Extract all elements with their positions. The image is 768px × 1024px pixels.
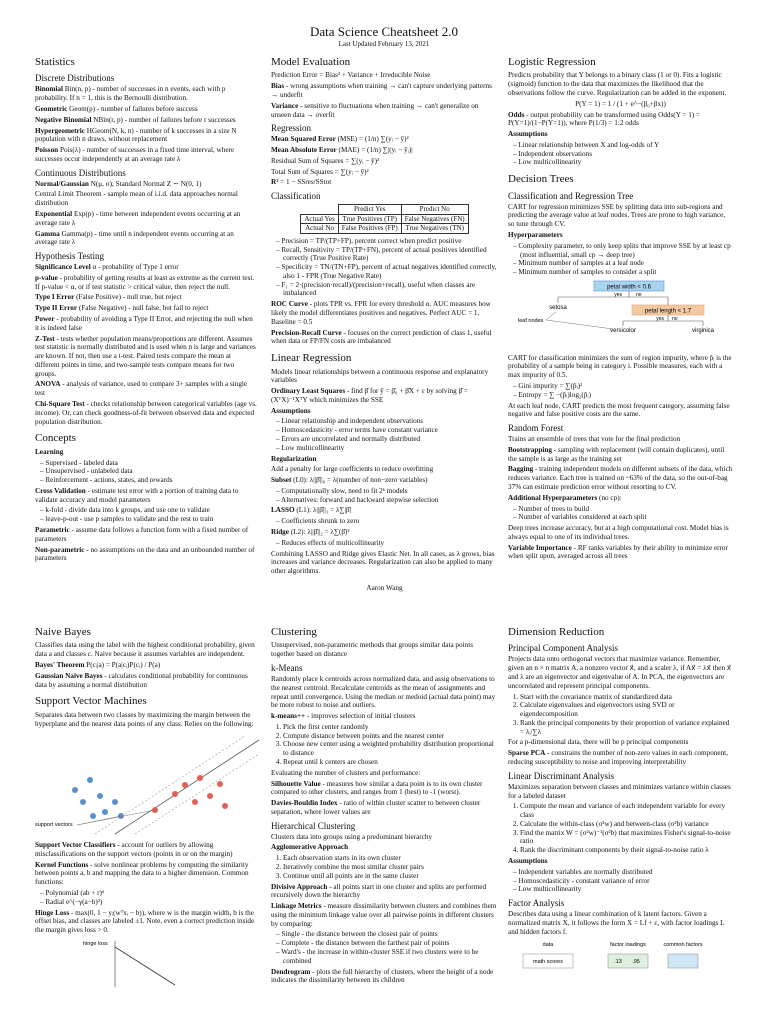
tree-node-2-label: petal length < 1.7 bbox=[644, 308, 692, 315]
svm-intro: Separates data between two classes by maximizing the margin between the hyperplane and the nearest data points of any class. Relies on the following: bbox=[35, 710, 254, 728]
list-item: – Alternatives: forward and backward stepwise selection bbox=[283, 496, 498, 505]
list-item: – Radial e^(−γ(a−b)²) bbox=[47, 898, 260, 907]
list-item: – Single - the distance between the closest pair of points bbox=[283, 930, 498, 939]
definition-item: p-value - probability of getting results at least as extreme as the current test. If p-value < α, or if test statistic > critical value, then reject the null. bbox=[35, 273, 255, 291]
list-item: – Reinforcement - actions, states, and rewards bbox=[47, 476, 257, 485]
fa-loadings-label: factor loadings bbox=[610, 942, 646, 949]
list-item: – Number of trees to build bbox=[520, 505, 733, 514]
lda-intro: Maximizes separation between classes and minimizes variance within classes for a labeled dataset bbox=[508, 782, 731, 800]
hinge-loss-plot bbox=[35, 937, 260, 987]
column-1-top bbox=[35, 50, 257, 575]
variance-paragraph: Variance - sensitive to fluctuations when training → can't generalize on unseen data → overfit bbox=[271, 101, 479, 119]
list-item: – Reduces effects of multicollinearity bbox=[283, 539, 498, 548]
svm-point-red bbox=[182, 782, 188, 788]
naive-bayes-heading: Naive Bayes bbox=[35, 626, 91, 638]
discrete-heading: Discrete Distributions bbox=[35, 73, 115, 84]
concepts-heading: Concepts bbox=[35, 432, 76, 445]
list-item: – Low multicollinearity bbox=[520, 158, 733, 167]
svc-paragraph: Support Vector Classifiers - account for outliers by allowing misclassifications on the support vectors (points in or on the margin) bbox=[35, 841, 233, 858]
svm-point-blue bbox=[90, 813, 96, 819]
dimred-assumptions bbox=[508, 868, 733, 894]
list-item: – Minimum number of samples at a leaf node bbox=[520, 259, 733, 268]
kmeans-heading: k-Means bbox=[271, 662, 303, 673]
ridge-paragraph: Ridge (L2): λ||β̂||₂ = λ∑(β̂)² bbox=[271, 528, 350, 537]
addhyper-paragraph: Additional Hyperparameters (no cp): bbox=[508, 493, 622, 502]
vi-paragraph: Variable Importance - RF ranks variables by their ability to minimize error when split upon, averaged across all trees bbox=[508, 543, 728, 561]
list-item: – k-fold - divide data into k groups, and use one to validate bbox=[47, 506, 257, 515]
list-item: – Minimum number of samples to consider a split bbox=[520, 268, 733, 277]
definition-item: Power - probability of avoiding a Type II Error, and rejecting the null when it is indeed false bbox=[35, 314, 253, 332]
list-item: – Low multicollinearity bbox=[520, 885, 733, 894]
sparse-paragraph: Sparse PCA - constrains the number of non-zero values in each component, reducing susceptibility to noise and improving interpretability bbox=[508, 749, 728, 766]
cm-header-cell: Predict No bbox=[401, 205, 468, 215]
cart-heading: Classification and Regression Tree bbox=[508, 190, 634, 201]
bagging-paragraph: Bagging - training independent models on different subsets of the data, which reduces variance. Each tree is trained on ~63% of the data, so the out-of-bag 37% can estimate prediction error without resorting to CV. bbox=[508, 465, 733, 491]
tree-leaf-versicolor: versicolor bbox=[610, 327, 636, 334]
linreg-assumptions-label: Assumptions bbox=[271, 406, 311, 415]
lasso-paragraph: LASSO (L1): λ||β̂||₁ = λ∑|β̂| bbox=[271, 506, 352, 515]
learning-list bbox=[35, 459, 257, 485]
fa-intro: Describes data using a linear combination of k latent factors. Given a normalized matrix X, it follows the form X = Lf + ε, with factor loadings L and hidden factors f. bbox=[508, 910, 725, 936]
regression-heading: Regression bbox=[271, 123, 311, 134]
column-1-bottom bbox=[35, 620, 260, 1024]
kpp-paragraph: k-means++ - improves selection of initial clusters bbox=[271, 712, 416, 721]
hyper-list bbox=[508, 242, 733, 277]
silhouette-paragraph: Silhouette Value - measures how similar a data point is to its own cluster compared to other clusters, and ranges from 1 (best) to -1 (worst). bbox=[271, 779, 483, 797]
list-item: – Linear relationship and independent observations bbox=[283, 417, 498, 426]
logreg-assumptions bbox=[508, 141, 733, 167]
column-2-bottom bbox=[271, 620, 498, 1024]
list-item: – Homoscedasticity - error terms have constant variance bbox=[283, 426, 498, 435]
regularization-label: Regularization bbox=[271, 454, 317, 463]
divisive-paragraph: Divisive Approach - all points start in one cluster and splits are performed recursively down the hierarchy bbox=[271, 882, 487, 900]
step-item: 2. Compute distance between points and the nearest center bbox=[283, 732, 498, 741]
cm-header-cell: Predict Yes bbox=[338, 205, 401, 215]
rss-line: Residual Sum of Squares = ∑(yᵢ − ŷ)² bbox=[271, 156, 380, 165]
dimred-heading: Dimension Reduction bbox=[508, 626, 605, 638]
statistics-heading: Statistics bbox=[35, 56, 75, 68]
pred-error: Prediction Error = Bias² + Variance + Irreducible Noise bbox=[271, 71, 431, 80]
discrete-list bbox=[35, 85, 257, 163]
link-list bbox=[271, 930, 498, 965]
step-item: 1. Pick the first center randomly bbox=[283, 723, 498, 732]
tree-root-label: petal width < 0.6 bbox=[607, 284, 651, 291]
list-item: – Linear relationship between X and log-odds of Y bbox=[520, 141, 733, 150]
svm-point-red bbox=[172, 791, 178, 797]
fa-factors-label: common factors bbox=[663, 942, 703, 949]
hier-heading: Hierarchical Clustering bbox=[271, 820, 356, 831]
step-item: 2. Iteratively combine the most similar cluster pairs bbox=[283, 863, 498, 872]
pca-heading: Principal Component Analysis bbox=[508, 643, 618, 654]
db-paragraph: Davies-Bouldin Index - ratio of within cluster scatter to between cluster separation, where lower values are bbox=[271, 799, 481, 816]
kmeans-intro: Randomly place k centroids across normalized data, and assig observations to the nearest centroid. Recalculate centroids as the mean of assignments and repeat until convergence. Using the median or medoid (actual data point) may be more robust to noise and outliers. bbox=[271, 674, 496, 710]
rf-intro: Trains an ensemble of trees that vote for the final prediction bbox=[508, 435, 681, 444]
odds-paragraph: Odds - output probability can be transformed using Odds(Y = 1) = P(Y=1)/(1−P(Y=1)), where P(1/3) = 1:2 odds bbox=[508, 110, 701, 128]
definition-item: Type II Error (False Negative) - null false, but fail to reject bbox=[35, 304, 209, 313]
svm-margin-line-2 bbox=[135, 754, 259, 834]
svm-point-blue bbox=[102, 809, 108, 815]
cv-paragraph: Cross Validation - estimate test error with a portion of training data to validate accuracy and model parameters bbox=[35, 486, 239, 504]
list-item: – Unsupervised - unlabeled data bbox=[47, 467, 257, 476]
pca-closing: For a p-dimensional data, there will be p principal components bbox=[508, 738, 689, 747]
confusion-matrix bbox=[300, 204, 468, 234]
gini-intro: CART for classification minimizes the sum of region impurity, where p̂ᵢ is the probability of a sample being in category i. Possible measures, each with a max impurity of 0.5. bbox=[508, 353, 732, 380]
list-item: – Supervised - labeled data bbox=[47, 459, 257, 468]
svm-point-red bbox=[217, 781, 223, 787]
cm-row: Actual No False Positives (FP) True Negatives (TN) bbox=[301, 224, 468, 234]
ridge-list bbox=[271, 539, 498, 548]
dimred-assumptions-label: Assumptions bbox=[508, 856, 548, 865]
tree-yes-label-2: yes bbox=[656, 315, 664, 322]
last-updated: Last Updated February 13, 2021 bbox=[338, 40, 430, 48]
definition-item: ANOVA - analysis of variance, used to compare 3+ samples with a single test bbox=[35, 380, 248, 398]
list-item: – Number of variables considered at each split bbox=[520, 513, 733, 522]
list-item: – Complexity parameter, to only keep splits that improve SSE by at least cp (most influential, small cp → deep tree) bbox=[520, 242, 733, 260]
step-item: 4. Repeat until k centers are chosen bbox=[283, 758, 498, 767]
definition-item: Geometric Geom(p) - number of failures before success bbox=[35, 104, 198, 113]
factor-analysis-diagram bbox=[508, 938, 733, 978]
lda-heading: Linear Discriminant Analysis bbox=[508, 770, 614, 781]
cm-header-row bbox=[301, 205, 468, 215]
kpp-steps bbox=[271, 723, 498, 767]
eval-intro: Evaluating the number of clusters and performance: bbox=[271, 768, 421, 777]
clustering-intro: Unsupervised, non-parametric methods that groups similar data points together based on distance bbox=[271, 641, 474, 659]
definition-item: Significance Level α - probability of Type 1 error bbox=[35, 263, 179, 272]
list-item: – Homoscedasticity - constant variance of error bbox=[520, 877, 733, 886]
trees-heading: Decision Trees bbox=[508, 173, 574, 186]
metrics-list bbox=[271, 237, 498, 298]
svm-point-blue bbox=[112, 799, 118, 805]
agg-label: Agglomerative Approach bbox=[271, 843, 349, 852]
hinge-paragraph: Hinge Loss - max(0, 1 − yᵢ(wᵀxᵢ − b)), where w is the margin width, b is the offset bias, and classes are labeled ±1. Note, even a correct prediction inside the margin gives loss > 0. bbox=[35, 908, 255, 935]
list-item: – Low multicollinearity bbox=[283, 444, 498, 453]
roc-paragraph: ROC Curve - plots TPR vs. FPR for every threshold α. AUC measures how likely the model differentiates positives and negatives. Perfect AUC = 1, Baseline = 0.5 bbox=[271, 300, 491, 326]
continuous-list bbox=[35, 180, 257, 247]
step-item: 1. Compute the mean and variance of each independent variable for every class bbox=[520, 802, 733, 820]
fa-loading-1: .13 bbox=[614, 959, 622, 966]
linreg-assumptions bbox=[271, 417, 498, 452]
column-3-top bbox=[508, 50, 733, 575]
step-item: 3. Find the matrix W = (σ²w)⁻¹(σ²b) that maximizes Fisher's signal-to-noise ratio bbox=[520, 829, 733, 847]
tree-yes-label: yes bbox=[614, 291, 622, 298]
hyper-label: Hyperparameters bbox=[508, 230, 563, 239]
nb-intro: Classifies data using the label with the highest conditional probability, given data a and classes c. Naive because it assumes variables are independent. bbox=[35, 641, 255, 659]
tree-leaf-virginica: virginica bbox=[691, 327, 715, 334]
addhyper-list bbox=[508, 505, 733, 523]
svm-heading: Support Vector Machines bbox=[35, 695, 147, 708]
regularization-text: Add a penalty for large coefficients to reduce overfitting bbox=[271, 465, 434, 474]
pr-paragraph: Precision-Recall Curve - focuses on the correct prediction of class 1, useful when data or FP/FN costs are imbalanced bbox=[271, 328, 492, 346]
gini-list bbox=[508, 382, 733, 400]
subset-paragraph: Subset (L0): λ||β̂||₀ = λ(number of non−zero variables) bbox=[271, 476, 428, 485]
definition-item: Z-Test - tests whether population means/proportions are different. Assumes test statistic is normally distributed and is used when n is large and variances are known. If not, then use a t-test. Paired tests compare the mean at different points in time, and two-sample tests compare means for two groups. bbox=[35, 334, 256, 378]
definition-item: Chi-Square Test - checks relationship between categorical variables (age vs. income). Or, can check goodness-of-fit between observed data and expected population distribution. bbox=[35, 399, 257, 426]
kernel-paragraph: Kernel Functions - solve nonlinear problems by computing the similarity between points a, b and mapping the data to a higher dimension. Common functions: bbox=[35, 860, 249, 887]
svm-point-red bbox=[222, 803, 228, 809]
svm-point-red bbox=[197, 775, 203, 781]
linreg-intro: Models linear relationships between a continuous response and explanatory variables bbox=[271, 367, 489, 385]
svm-point-blue bbox=[72, 787, 78, 793]
decision-tree-diagram bbox=[508, 279, 733, 351]
cm-row: Actual Yes True Positives (TP) False Negatives (FN) bbox=[301, 214, 468, 224]
step-item: 1. Each observation starts in its own cluster bbox=[283, 854, 498, 863]
list-item: – Independent observations bbox=[520, 150, 733, 159]
fa-factors-box bbox=[668, 954, 698, 968]
step-item: 4. Rank the discriminant components by their signal-to-noise ratio λ bbox=[520, 846, 733, 855]
logreg-heading: Logistic Regression bbox=[508, 56, 596, 68]
lasso-list bbox=[271, 517, 498, 526]
list-item: – Entropy = ∑ −(p̂ᵢ)log₂(p̂ᵢ) bbox=[520, 391, 733, 400]
ols-paragraph: Ordinary Least Squares - find β̂ for ŷ = β̂₀ + β̂X + ε by solving β̂ = (XᵀX)⁻¹XᵀY which minimizes the SSE bbox=[271, 387, 468, 404]
pca-intro: Projects data onto orthogonal vectors that maximize variance. Remember, given an n × n matrix A, a nonzero vector x⃗, and a scaler λ, if Ax⃗ = λx⃗ then x⃗ and λ are an eigenvector and eigenvalue of A. In PCA, the eigenvectors are uncorrelated and represent principal components. bbox=[508, 655, 732, 690]
gini-closing: At each leaf node, CART predicts the most frequent category, assuming false negative and false positive costs are the same. bbox=[508, 401, 730, 419]
definition-item: Exponential Exp(p) - time between independent events occurring at an average rate λ bbox=[35, 209, 241, 227]
list-item: – Coefficients shrunk to zero bbox=[283, 517, 498, 526]
hypothesis-heading: Hypothesis Testing bbox=[35, 251, 104, 262]
author: Aaron Wang bbox=[366, 583, 403, 592]
bayes-paragraph: Bayes' Theorem P(cᵢ|a) = P(a|cᵢ)P(cᵢ) / P(a) bbox=[35, 660, 161, 669]
agg-steps bbox=[271, 854, 498, 880]
linkage-paragraph: Linkage Metrics - measure dissimilarity between clusters and combines them using the minimum linkage value over all pairwise points in different clusters by comparing: bbox=[271, 902, 497, 928]
step-item: 2. Calculate eigenvalues and eigenvectors using SVD or eigendecomposition bbox=[520, 701, 733, 719]
continuous-heading: Continuous Distributions bbox=[35, 167, 126, 178]
logreg-assumptions-label: Assumptions bbox=[508, 130, 548, 139]
model-eval-heading: Model Evaluation bbox=[271, 56, 351, 68]
linreg-closing: Combining LASSO and Ridge gives Elastic Net. In all cases, as λ grows, bias increases and variance decreases. Regularization can also be applied to many other algorithms. bbox=[271, 549, 495, 576]
list-item: – Recall, Sensitivity = TP/(TP+FN), percent of actual positives identified correctly (True Positive Rate) bbox=[283, 246, 498, 264]
tss-line: Total Sum of Squares = ∑(yᵢ − ȳ)² bbox=[271, 167, 369, 176]
clustering-heading: Clustering bbox=[271, 626, 317, 638]
hypothesis-list bbox=[35, 263, 257, 426]
column-3-bottom bbox=[508, 620, 733, 1024]
fa-row-label: math scores bbox=[533, 959, 563, 966]
fa-data-label: data bbox=[542, 942, 554, 949]
list-item: – Polynomial (ab + r)ᵈ bbox=[47, 889, 260, 898]
list-item: – Ward's - the increase in within-cluster SSE if two clusters were to be combined bbox=[283, 948, 498, 966]
list-item: – Errors are uncorrelated and normally distributed bbox=[283, 435, 498, 444]
mae-line: Mean Absolute Error (MAE) = (1/n) ∑|(yᵢ − ŷᵢ)| bbox=[271, 146, 413, 155]
bootstrap-paragraph: Bootstrapping - sampling with replacement (will contain duplicates), until the sample is as large as the training set bbox=[508, 445, 725, 463]
mse-line: Mean Squared Error (MSE) = (1/n) ∑(yᵢ − ŷ)² bbox=[271, 135, 409, 144]
support-vectors-label: support vectors bbox=[35, 822, 73, 829]
tree-leaf-setosa: setosa bbox=[549, 304, 567, 311]
dendrogram-paragraph: Dendrogram - plots the full hierarchy of clusters, where the height of a node indicates the dissimilarity between its children bbox=[271, 967, 494, 985]
list-item: – Complete - the distance between the farthest pair of points bbox=[283, 939, 498, 948]
linreg-heading: Linear Regression bbox=[271, 352, 352, 365]
svm-point-red bbox=[192, 799, 198, 805]
list-item: – Independent variables are normally distributed bbox=[520, 868, 733, 877]
parametric-paragraph: Parametric - assume data follows a function form with a fixed number of parameters bbox=[35, 525, 249, 543]
hinge-loss-label: hinge loss bbox=[83, 940, 108, 947]
subset-list bbox=[271, 487, 498, 505]
svm-point-blue bbox=[80, 799, 86, 805]
definition-item: Type I Error (False Positive) - null true, but reject bbox=[35, 293, 182, 302]
learning-label: Learning bbox=[35, 447, 64, 456]
pca-steps bbox=[508, 693, 733, 737]
definition-item: Central Limit Theorem - sample mean of i.i.d. data approaches normal distribution bbox=[35, 190, 238, 208]
nonparametric-paragraph: Non-parametric - no assumptions on the data and an unbounded number of parameters bbox=[35, 545, 255, 563]
definition-item: Poisson Pois(λ) - number of successes in a fixed time interval, where successes occur independently at an average rate λ bbox=[35, 146, 235, 163]
fa-loading-2: .95 bbox=[632, 959, 640, 966]
list-item: – Specificity = TN/(TN+FP), percent of actual negatives identified correctly, also 1 - FPR (True Negative Rate) bbox=[283, 263, 498, 281]
definition-item: Negative Binomial NBin(r, p) - number of failures before r successes bbox=[35, 115, 236, 124]
tree-leaf-nodes-label: leaf nodes bbox=[518, 317, 544, 324]
deep-trees: Deep trees increase accuracy, but at a high computational cost. Model bias is always equal to one of its individual trees. bbox=[508, 524, 729, 541]
list-item: – Computationally slow, need to fit 2ᵏ models bbox=[283, 487, 498, 496]
cart-intro: CART for regression minimizes SSE by splitting data into sub-regions and predicting the average value at leaf nodes. Trees are prone to high variance, so tune through CV. bbox=[508, 202, 726, 229]
step-item: 3. Rank the principal components by their proportion of variance explained = λᵢ/∑λ bbox=[520, 719, 733, 737]
tree-no-label-2: no bbox=[672, 315, 678, 322]
list-item: – Precision = TP/(TP+FP), percent correct when predict positive bbox=[283, 237, 498, 246]
bias-paragraph: Bias - wrong assumptions when training → can't capture underlying patterns → underfit bbox=[271, 82, 492, 99]
kernel-list bbox=[35, 889, 260, 907]
cv-list bbox=[35, 506, 257, 524]
list-item: – leave-p-out - use p samples to validate and the rest to train bbox=[47, 515, 257, 524]
list-item: – F₁ = 2·(precision·recall)/(precision+recall), useful when classes are imbalanced bbox=[283, 281, 498, 299]
page-title: Data Science Cheatsheet 2.0 bbox=[310, 24, 458, 39]
gnb-paragraph: Gaussian Naive Bayes - calculates conditional probability for continuous data by assuming a normal distribution bbox=[35, 671, 248, 689]
hier-intro: Clusters data into groups using a predominant hierarchy bbox=[271, 832, 433, 841]
lda-steps bbox=[508, 802, 733, 855]
svm-point-blue bbox=[97, 793, 103, 799]
svm-point-red bbox=[207, 793, 213, 799]
list-item: – Gini impurity = ∑(p̂ᵢ)² bbox=[520, 382, 733, 391]
logreg-intro: Predicts probability that Y belongs to a binary class (1 or 0). Fits a logistic (sigmoid) function to the data that maximizes the likelihood that the observations follow the curve. Regularization can be added in the exponent. bbox=[508, 71, 727, 97]
step-item: 3. Choose new center using a weighted probability distribution proportional to distance bbox=[283, 740, 498, 758]
definition-item: Binomial Bin(n, p) - number of successes in n events, each with p probability. If n = 1, this is the Bernoulli distribution. bbox=[35, 85, 226, 103]
tree-no-label: no bbox=[636, 291, 642, 298]
svm-diagram bbox=[35, 730, 260, 838]
fa-heading: Factor Analysis bbox=[508, 898, 565, 909]
logreg-formula: P(Y = 1) = 1 / (1 + e^−(β₀+βx)) bbox=[575, 99, 666, 108]
step-item: 2. Calculate the within-class (σ²w) and between-class (σ²b) variance bbox=[520, 820, 733, 829]
hinge-loss-line bbox=[115, 947, 175, 985]
step-item: 3. Continue until all points are in the same cluster bbox=[283, 872, 498, 881]
definition-item: Normal/Gaussian N(μ, σ), Standard Normal Z ∼ N(0, 1) bbox=[35, 179, 202, 188]
r2-line: R² = 1 − SSres/SStot bbox=[271, 178, 332, 187]
definition-item: Gamma Gamma(p) - time until n independent events occurring at an average rate λ bbox=[35, 229, 234, 247]
definition-item: Hypergeometric HGeom(N, k, n) - number of k successes in a size N population with n draws, without replacement bbox=[35, 126, 237, 144]
svm-point-blue bbox=[87, 777, 93, 783]
classification-heading: Classification bbox=[271, 191, 321, 202]
column-2-top bbox=[271, 50, 498, 592]
step-item: 1. Start with the covariance matrix of standardized data bbox=[520, 693, 733, 702]
rf-heading: Random Forest bbox=[508, 423, 564, 434]
